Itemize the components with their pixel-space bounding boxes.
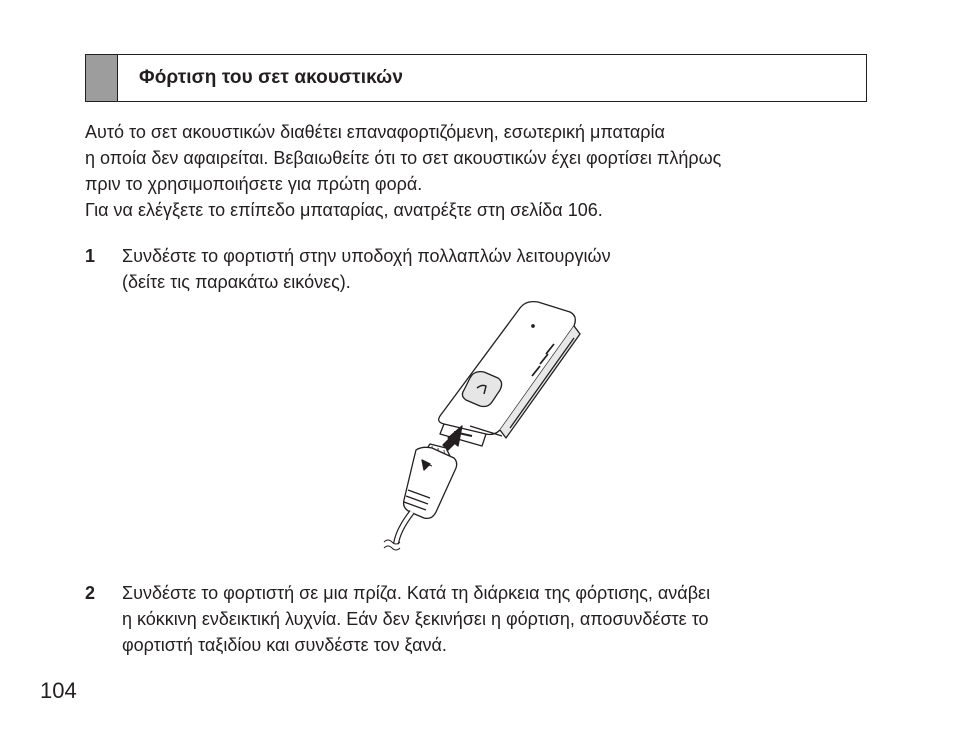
step-number: 2 [85,583,96,603]
intro-paragraph [85,119,721,223]
step-line: η κόκκινη ενδεικτική λυχνία. Εάν δεν ξεκινήσει η φόρτιση, αποσυνδέστε το [122,609,709,629]
intro-line: η οποία δεν αφαιρείται. Βεβαιωθείτε ότι το σετ ακουστικών έχει φορτίσει πλήρως [85,148,722,168]
intro-line: Για να ελέγξετε το επίπεδο μπαταρίας, ανατρέξτε στη σελίδα 106. [85,200,603,220]
intro-line: πριν το χρησιμοποιήσετε για πρώτη φορά. [85,174,423,194]
section-header-tab [86,55,118,101]
step-2 [85,580,710,658]
charger-connection-illustration [370,298,590,554]
page-number: 104 [40,678,77,703]
section-header [85,54,867,102]
step-text [122,580,710,658]
step-line: Συνδέστε το φορτιστή στην υποδοχή πολλαπλών λειτουργιών [122,246,611,266]
step-line: Συνδέστε το φορτιστή σε μια πρίζα. Κατά τη διάρκεια της φόρτισης, ανάβει [122,583,711,603]
step-line: φορτιστή ταξιδίου και συνδέστε τον ξανά. [122,635,447,655]
step-text [122,243,611,295]
step-1 [85,243,611,295]
step-number: 1 [85,246,96,266]
intro-line: Αυτό το σετ ακουστικών διαθέτει επαναφορτιζόμενη, εσωτερική μπαταρία [85,122,665,142]
section-title: Φόρτιση του σετ ακουστικών [139,67,403,88]
step-line: (δείτε τις παρακάτω εικόνες). [122,272,351,292]
